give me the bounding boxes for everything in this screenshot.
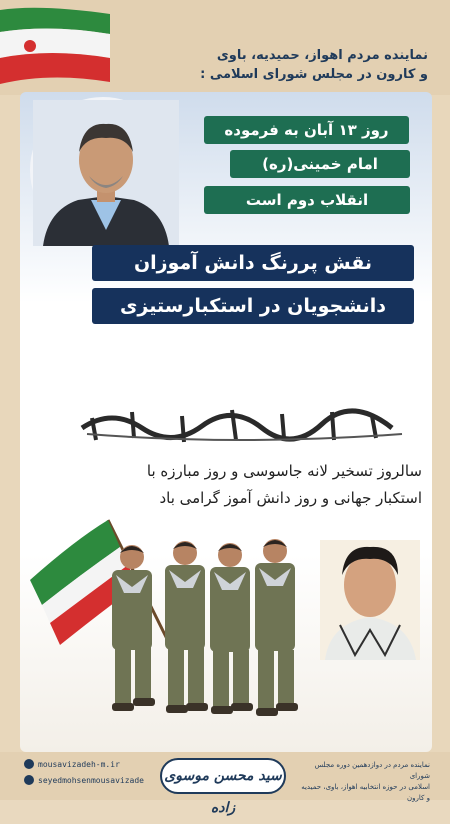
person-portrait-icon bbox=[33, 100, 179, 246]
students-illustration bbox=[20, 505, 432, 750]
social-icon bbox=[24, 775, 34, 785]
quote-line-1: روز ۱۳ آبان به فرموده bbox=[204, 116, 409, 144]
header-text bbox=[168, 46, 428, 84]
subtitle-line-2: استکبار جهانی و روز دانش آموز گرامی باد bbox=[159, 489, 422, 507]
header-line-1: نماینده مردم اهواز، حمیدیه، باوی bbox=[216, 48, 428, 63]
calligraphy-banner bbox=[72, 398, 412, 448]
footer-caption bbox=[300, 760, 430, 804]
header-line-2: و کارون در مجلس شورای اسلامی : bbox=[200, 67, 428, 82]
header-band bbox=[0, 0, 450, 95]
footer-caption-1: نماینده مردم در دوازدهمین دوره مجلس شورای bbox=[314, 761, 430, 780]
website-text: mousavizadeh-m.ir bbox=[38, 759, 120, 769]
quote-line-3: انقلاب دوم است bbox=[204, 186, 410, 214]
iran-flag-icon bbox=[0, 4, 110, 86]
footer-links bbox=[24, 757, 144, 789]
portrait bbox=[30, 97, 176, 243]
website-row[interactable] bbox=[24, 757, 144, 771]
signature-logo: سید محسن موسوی زاده bbox=[160, 758, 286, 794]
subtitle bbox=[52, 458, 422, 512]
title-line-2: دانشجویان در استکبارستیزی bbox=[92, 288, 414, 324]
quote-line-2: امام خمینی(ره) bbox=[230, 150, 410, 178]
footer-caption-2: اسلامی در حوزه انتخابیه اهواز، باوی، حمیدیه و کارون bbox=[301, 783, 430, 802]
social-row[interactable] bbox=[24, 773, 144, 787]
subtitle-line-1: سالروز تسخیر لانه جاسوسی و روز مبارزه با bbox=[146, 462, 422, 480]
globe-icon bbox=[24, 759, 34, 769]
social-handle: seyedmohsenmousavizade bbox=[38, 775, 144, 785]
footer bbox=[0, 752, 450, 816]
title-line-1: نقش پررنگ دانش آموزان bbox=[92, 245, 414, 281]
